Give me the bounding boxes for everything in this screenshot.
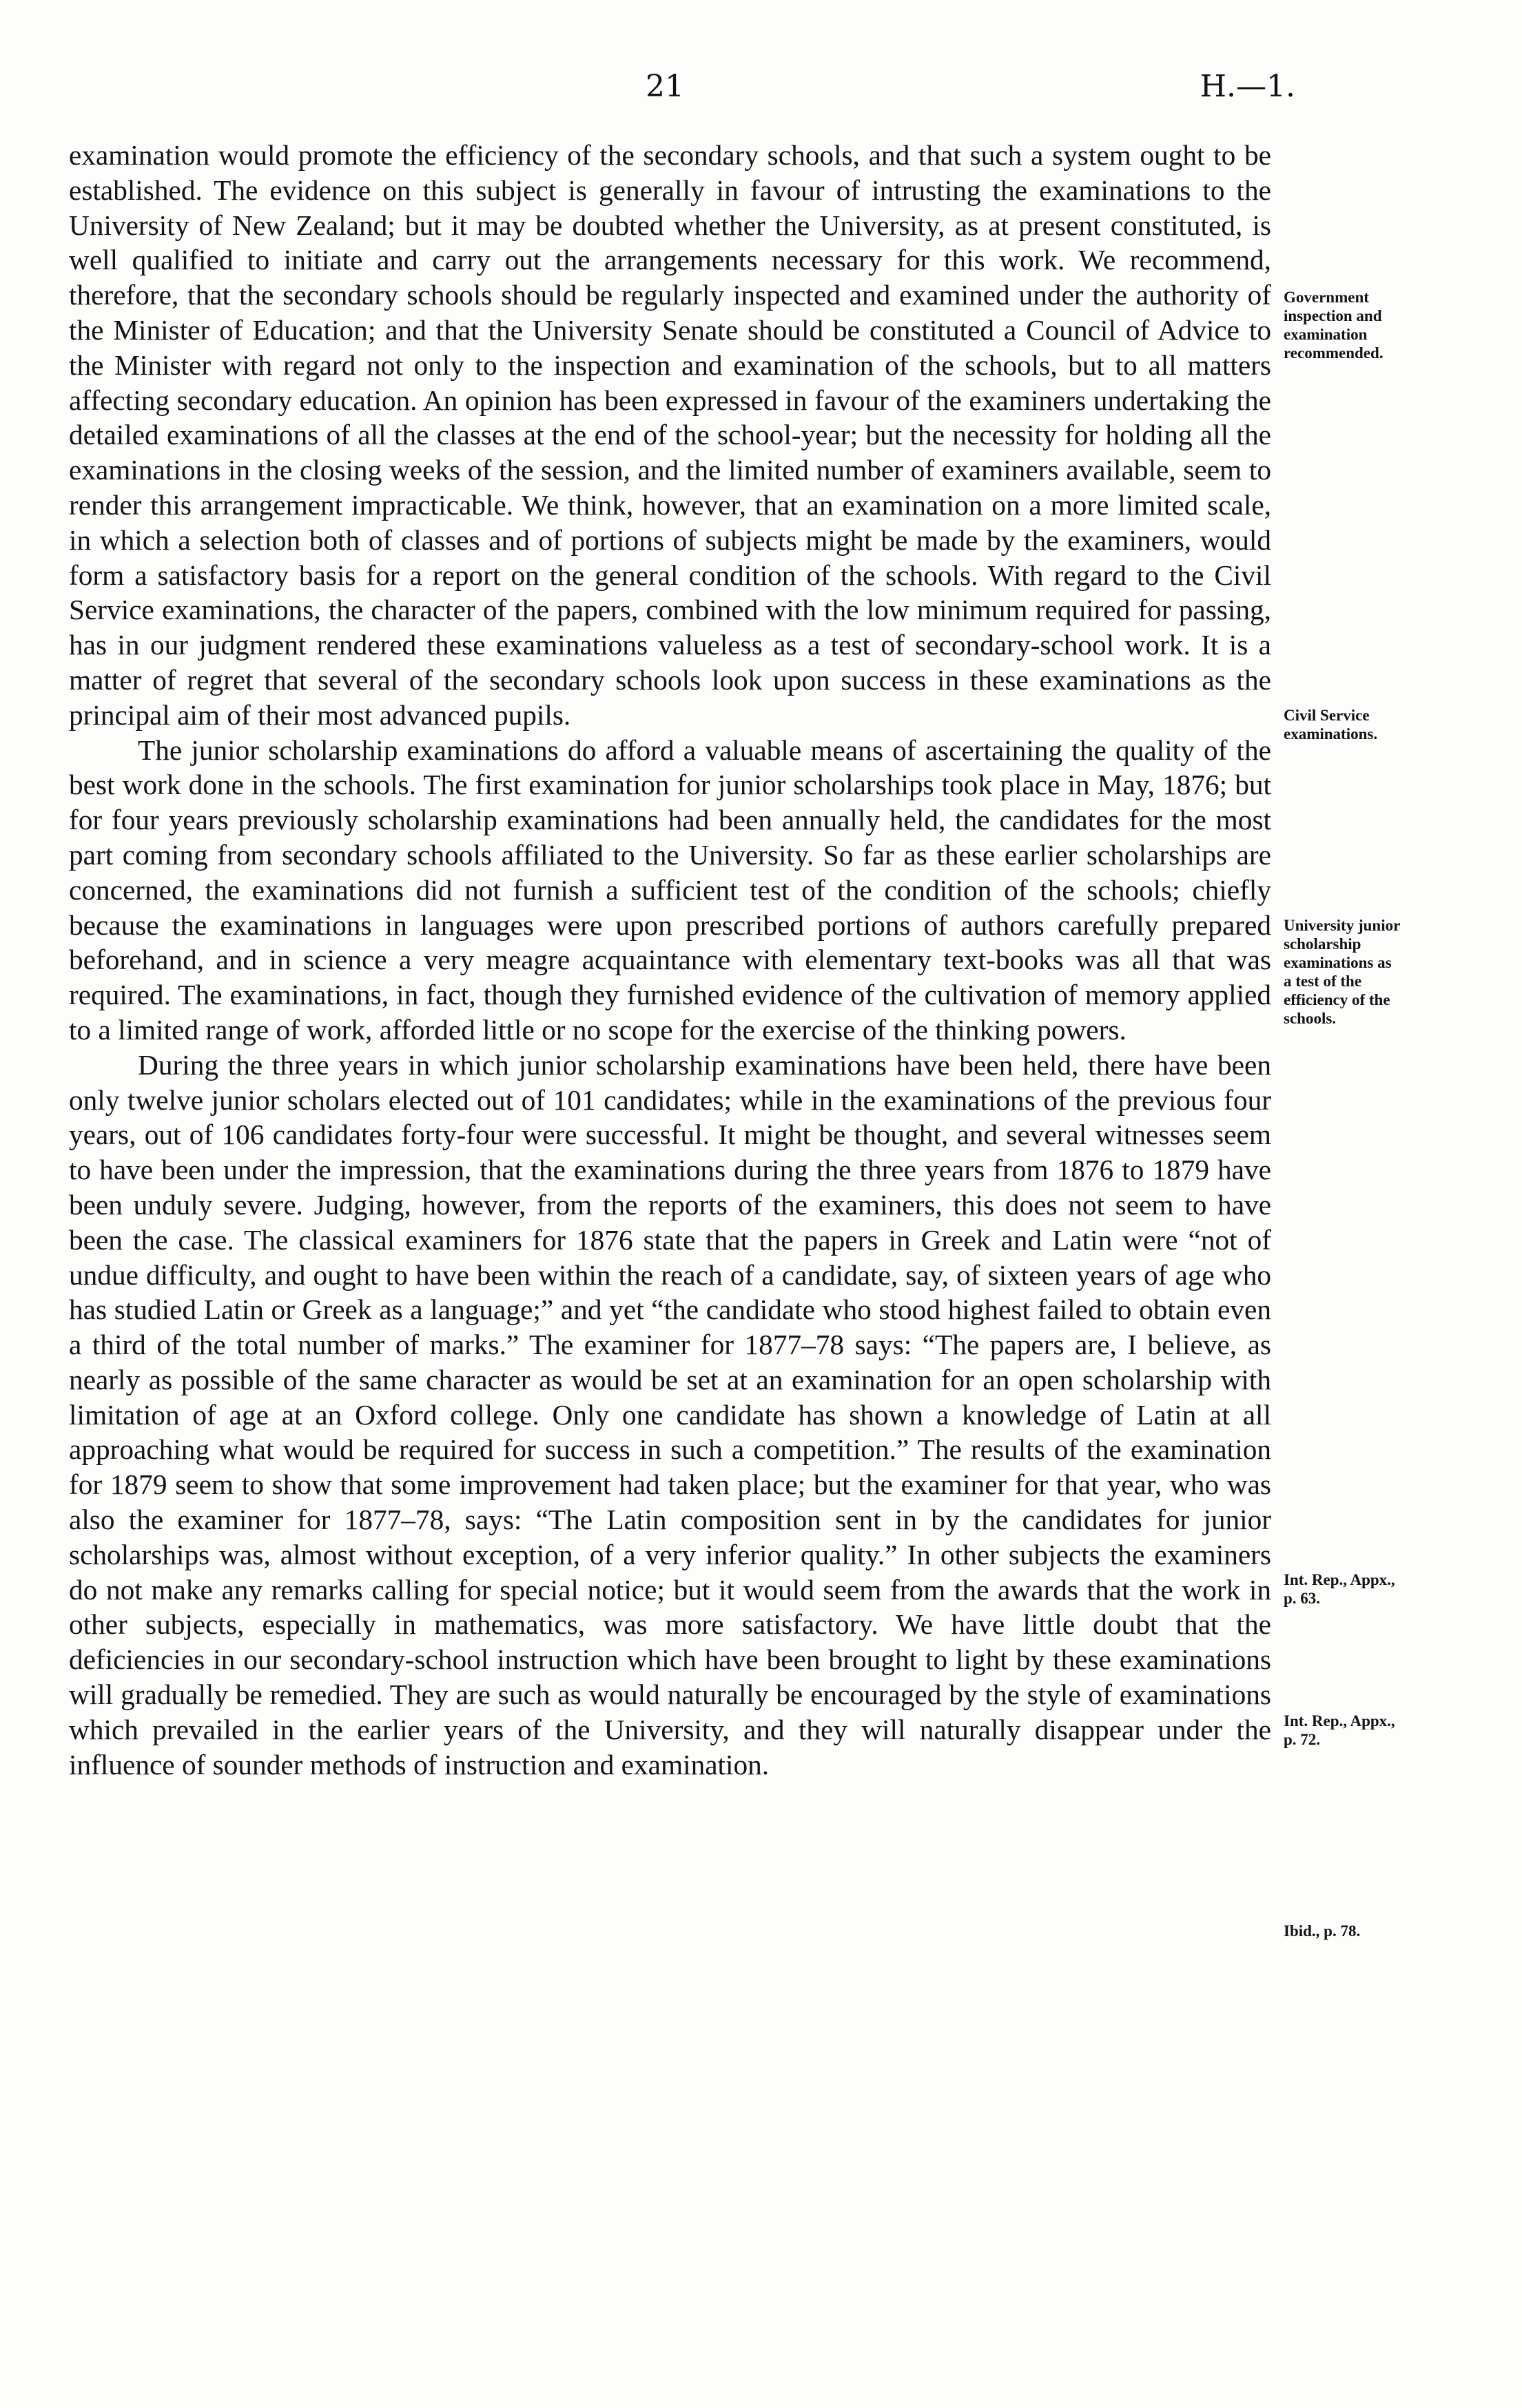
margin-note-ref-p63 [1284, 1570, 1504, 1608]
body-text [69, 138, 1271, 1782]
margin-note-line: Government [1284, 289, 1369, 306]
margin-note-line: University junior [1284, 917, 1401, 934]
margin-note-line: p. 72. [1284, 1731, 1321, 1748]
paragraph-1: examination would promote the efficiency of the secondary schools, and that such a system ought to be established. The evidence on this subject is generally in favour of intrusting the examinations to the University of New Zealand; but it may be doubted whether the University, as at present constituted, is well qualified to initiate and carry out the arrangements necessary for this work. We recommend, therefore, that the secondary schools should be regularly inspected and examined under the authority of the Minister of Education; and that the University Senate should be constituted a Council of Advice to the Minister with regard not only to the inspection and examination of the schools, but to all matters affecting secondary education. An opinion has been expressed in favour of the examiners undertaking the detailed examinations of all the classes at the end of the school-year; but the necessity for holding all the examinations in the closing weeks of the session, and the limited number of examiners available, seem to render this arrangement impracticable. We think, however, that an examination on a more limited scale, in which a selection both of classes and of portions of subjects might be made by the examiners, would form a satisfactory basis for a report on the general condition of the schools. With regard to the Civil Service examinations, the character of the papers, combined with the low minimum required for passing, has in our judgment rendered these examinations valueless as a test of secondary-school work. It is a matter of regret that several of the secondary schools look upon success in these examinations as the principal aim of their most advanced pupils. [69, 139, 1271, 731]
margin-note-line: recommended. [1284, 344, 1384, 362]
margin-note-ref-p72 [1284, 1712, 1504, 1749]
margin-note-line: schools. [1284, 1010, 1337, 1027]
margin-note-line: a test of the [1284, 973, 1362, 990]
margin-note-line: p. 63. [1284, 1590, 1321, 1607]
page-number: 21 [646, 69, 684, 104]
margin-note-line: examination [1284, 326, 1368, 343]
margin-note-line: examinations. [1284, 725, 1378, 743]
margin-note-line: Int. Rep., Appx., [1284, 1571, 1395, 1588]
document-code: H.—1. [1200, 69, 1295, 104]
margin-note-civil-service [1284, 706, 1504, 743]
margin-note-line: examinations as [1284, 954, 1392, 971]
paragraph-2: The junior scholarship examinations do afford a valuable means of ascertaining the quality of the best work done in the schools. The first examination for junior scholarships took place in May, 1876; but for four years previously scholarship examinations had been annually held, the candidates for the most part coming from secondary schools affiliated to the University. So far as these earlier scholarships are concerned, the examinations did not furnish a sufficient test of the condition of the schools; chiefly because the examinations in languages were upon prescribed portions of authors carefully prepared beforehand, and in science a very meagre acquaintance with elementary text-books was all that was required. The examinations, in fact, though they furnished evidence of the cultivation of memory applied to a limited range of work, afforded little or no scope for the exercise of the thinking powers. [69, 734, 1271, 1046]
margin-note-line: Int. Rep., Appx., [1284, 1712, 1395, 1730]
paragraph-3: During the three years in which junior scholarship examinations have been held, there have been only twelve junior scholars elected out of 101 candidates; while in the examinations of the previous four years, out of 106 candidates forty-four were successful. It might be thought, and several witnesses seem to have been under the impression, that the examinations during the three years from 1876 to 1879 have been unduly severe. Judging, however, from the reports of the examiners, this does not seem to have been the case. The classical examiners for 1876 state that the papers in Greek and Latin were “not of undue difficulty, and ought to have been within the reach of a candidate, say, of sixteen years of age who has studied Latin or Greek as a language;” and yet “the candidate who stood highest failed to obtain even a third of the total number of marks.” The examiner for 1877–78 says: “The papers are, I believe, as nearly as possible of the same character as would be set at an examination for an open scholarship with limitation of age at an Oxford college. Only one candidate has shown a knowledge of Latin at all approaching what would be required for success in such a competition.” The results of the examination for 1879 seem to show that some improvement had taken place; but the examiner for that year, who was also the examiner for 1877–78, says: “The Latin composition sent in by the candidates for junior scholarships was, almost without exception, of a very inferior quality.” In other subjects the examiners do not make any remarks calling for special notice; but it would seem from the awards that the work in other subjects, especially in mathematics, was more satisfactory. We have little doubt that the deficiencies in our secondary-school instruction which have been brought to light by these examinations will gradually be remedied. They are such as would naturally be encouraged by the style of examinations which prevailed in the earlier years of the University, and they will naturally disappear under the influence of sounder methods of instruction and examination. [69, 1048, 1271, 1781]
margin-note-line: scholarship [1284, 935, 1361, 953]
margin-note-line: Ibid., p. 78. [1284, 1922, 1361, 1940]
margin-note-line: efficiency of the [1284, 991, 1390, 1008]
margin-note-government-inspection [1284, 288, 1504, 362]
margin-note-line: inspection and [1284, 307, 1382, 324]
margin-note-line: Civil Service [1284, 707, 1370, 724]
margin-note-ref-p78 [1284, 1922, 1504, 1940]
margin-note-university-junior [1284, 916, 1504, 1028]
